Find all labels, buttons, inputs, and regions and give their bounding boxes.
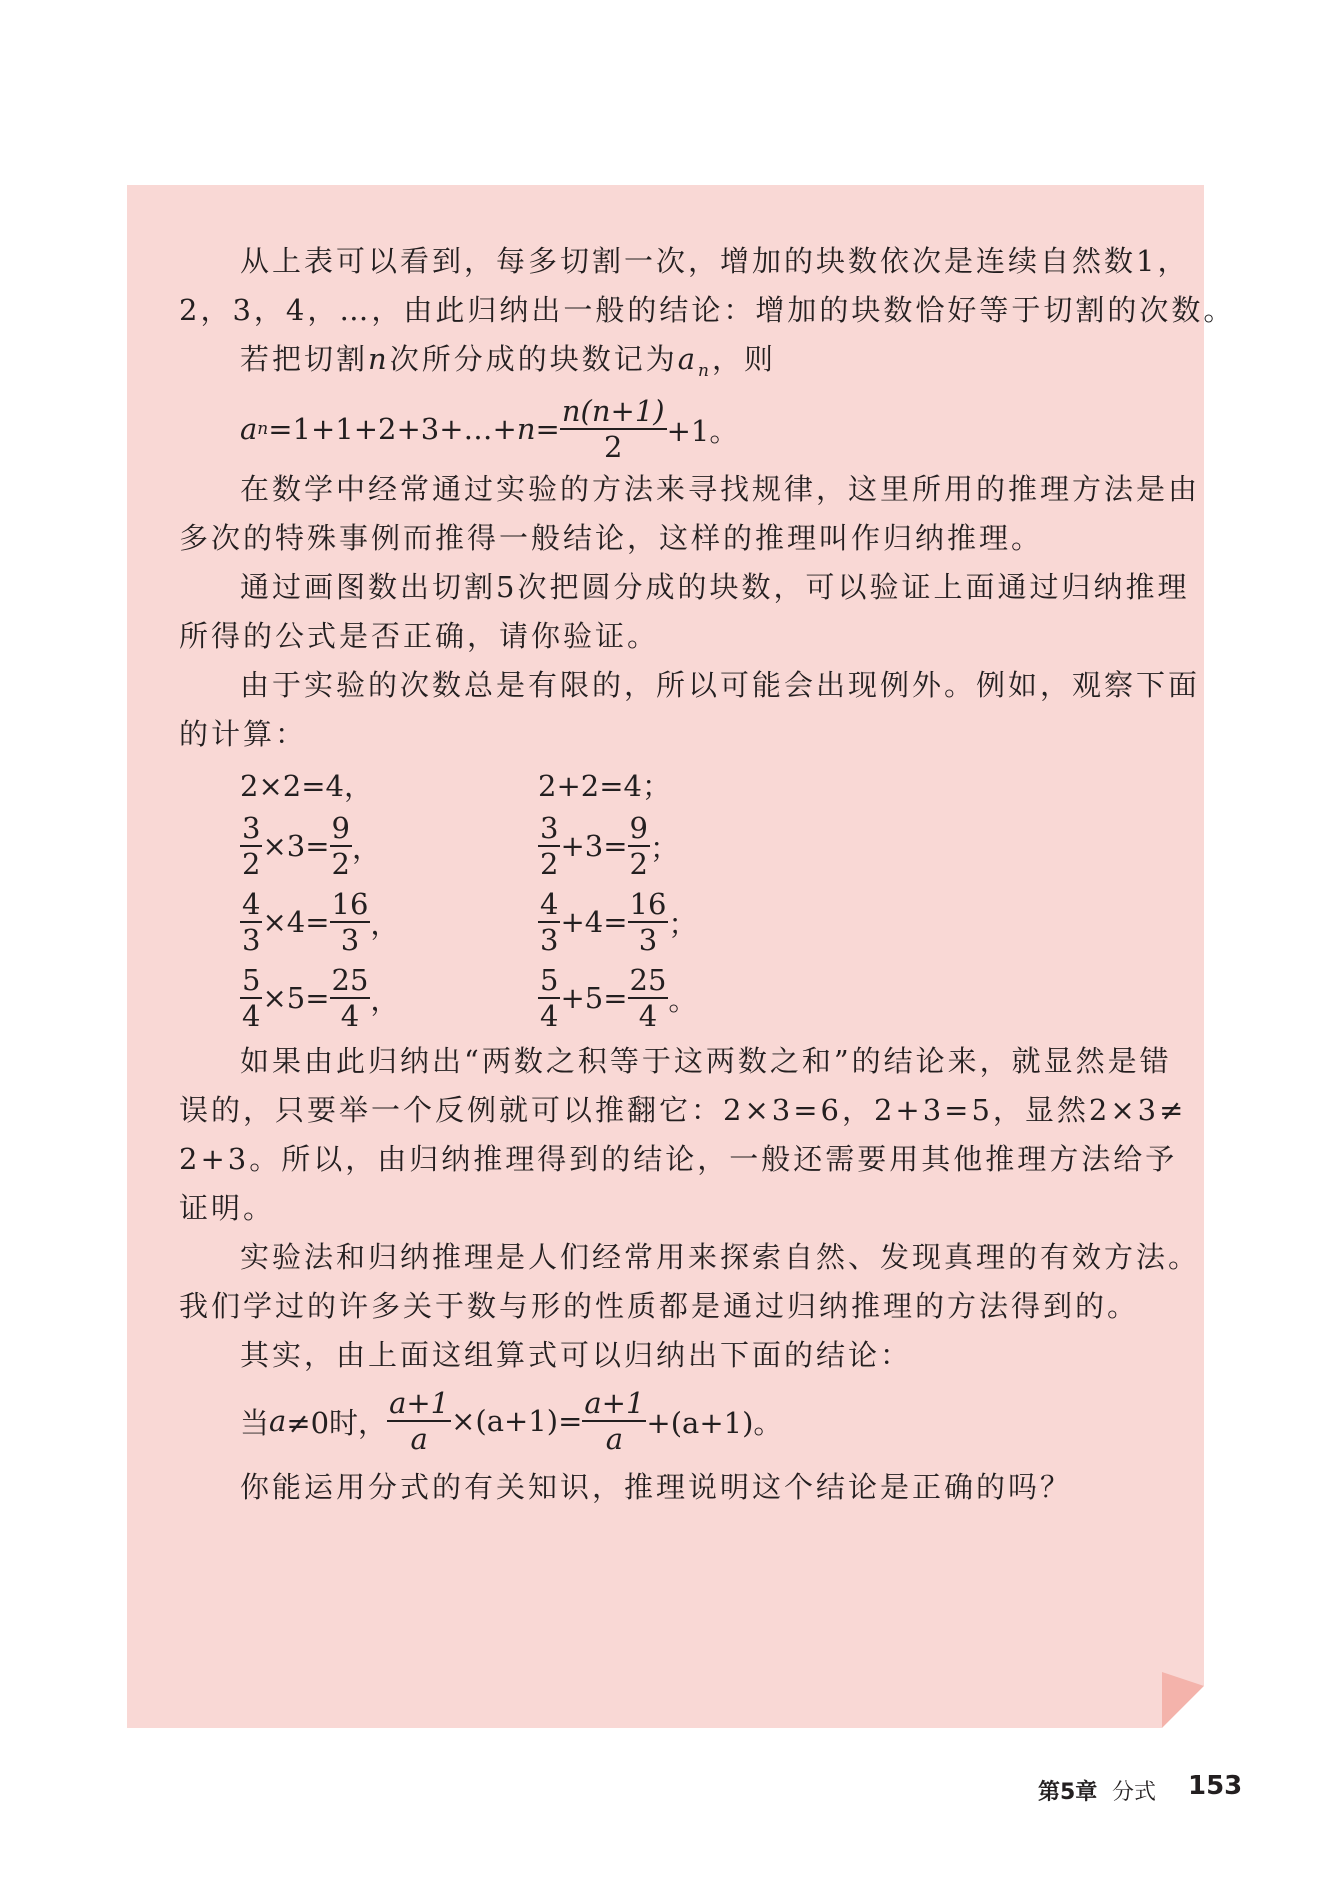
paragraph-8-line-1: 其实，由上面这组算式可以归纳出下面的结论：: [240, 1338, 913, 1372]
paragraph-6-line-2: 误的，只要举一个反例就可以推翻它：2×3=6，2+3=5，显然2×3≠: [179, 1093, 1187, 1127]
denominator: 2: [242, 847, 261, 881]
calc-row-4-left: [240, 962, 399, 1034]
operator: ×5=: [262, 981, 330, 1015]
fraction: [538, 811, 560, 881]
conclusion-var-a: a: [269, 1404, 287, 1438]
paragraph-5-line-1: 由于实验的次数总是有限的，所以可能会出现例外。例如，观察下面: [240, 668, 1201, 702]
conclusion-formula: [240, 1383, 782, 1459]
denominator: 4: [638, 999, 658, 1033]
p2-sub-n: n: [698, 361, 712, 381]
punctuation: 。: [668, 982, 698, 1017]
paragraph-4-line-2: 所得的公式是否正确，请你验证。: [179, 619, 660, 653]
numerator: 4: [242, 887, 261, 921]
calc-row-1-left: 2×2=4，: [240, 768, 373, 803]
paragraph-3-line-1: 在数学中经常通过实验的方法来寻找规律，这里所用的推理方法是由: [240, 472, 1201, 506]
p2-var-n: n: [368, 342, 390, 376]
paragraph-6-line-4: 证明。: [179, 1191, 276, 1225]
fraction: [628, 811, 650, 881]
formula-an-eq: =: [535, 412, 560, 446]
paragraph-6-line-3: 2+3。所以，由归纳推理得到的结论，一般还需要用其他推理方法给予: [179, 1142, 1178, 1176]
formula-an: [240, 388, 738, 470]
fraction: [538, 963, 560, 1033]
paragraph-5-line-2: 的计算：: [179, 717, 308, 751]
punctuation: ；: [668, 906, 698, 941]
numerator: 16: [331, 887, 369, 921]
denominator: 3: [340, 923, 360, 957]
numerator: 3: [242, 811, 261, 845]
fraction: [330, 963, 371, 1033]
fraction: [628, 887, 669, 957]
conclusion-tail: +(a+1)。: [646, 1405, 783, 1440]
calc-row-2-left: [240, 810, 381, 882]
conclusion-fraction-1: [387, 1386, 451, 1456]
denominator: a: [410, 1422, 428, 1456]
numerator: 25: [331, 963, 369, 997]
operator: ×3=: [262, 829, 330, 863]
conclusion-fraction-2: [582, 1386, 646, 1456]
paragraph-1-line-1: 从上表可以看到，每多切割一次，增加的块数依次是连续自然数1，: [240, 244, 1190, 278]
conclusion-condition: ≠0时，: [286, 1405, 388, 1440]
numerator: a+1: [389, 1386, 450, 1420]
fraction: [240, 887, 262, 957]
formula-an-sub: n: [257, 419, 269, 439]
fraction: [538, 887, 560, 957]
paragraph-3-line-2: 多次的特殊事例而推得一般结论，这样的推理叫作归纳推理。: [179, 521, 1044, 555]
numerator: 16: [629, 887, 667, 921]
denominator: 2: [629, 847, 648, 881]
denominator: 3: [242, 923, 261, 957]
denominator: 2: [331, 847, 350, 881]
paragraph-2: [240, 339, 776, 391]
operator: +4=: [560, 905, 628, 939]
denominator: 3: [638, 923, 658, 957]
footer-chapter-title: 分式: [1112, 1780, 1157, 1805]
denominator: 2: [540, 847, 559, 881]
punctuation: ，: [370, 982, 400, 1017]
punctuation: ；: [649, 830, 679, 865]
formula-an-tail: +1。: [666, 413, 739, 448]
p2-var-a: a: [677, 342, 699, 376]
fraction: [330, 887, 371, 957]
numerator: 9: [331, 811, 350, 845]
conclusion-prefix: 当: [240, 1405, 270, 1440]
calc-row-1-right: 2+2=4；: [538, 768, 671, 803]
denominator: 4: [540, 999, 559, 1033]
fraction: [240, 963, 262, 1033]
paragraph-9-line-1: 你能运用分式的有关知识，推理说明这个结论是正确的吗？: [240, 1470, 1073, 1504]
numerator: a+1: [584, 1386, 645, 1420]
formula-an-lhs: =1+1+2+3+…+: [268, 412, 517, 446]
fraction: [240, 811, 262, 881]
p2-text-b: 次所分成的块数记为: [389, 342, 678, 376]
operator: +5=: [560, 981, 628, 1015]
paragraph-7-line-2: 我们学过的许多关于数与形的性质都是通过归纳推理的方法得到的。: [179, 1289, 1140, 1323]
calc-row-2-right: [538, 810, 679, 882]
conclusion-middle: ×(a+1)=: [451, 1404, 583, 1438]
p2-text-a: 若把切割: [240, 342, 369, 376]
numerator: 3: [540, 811, 559, 845]
numerator: 5: [540, 963, 559, 997]
formula-an-numerator: n(n+1): [561, 394, 665, 428]
denominator: a: [605, 1422, 624, 1456]
denominator: 4: [242, 999, 261, 1033]
formula-an-a: a: [240, 412, 258, 446]
calc-row-3-left: [240, 886, 399, 958]
denominator: 4: [340, 999, 360, 1033]
footer-chapter: 第5章: [1038, 1780, 1098, 1805]
calc-row-4-right: [538, 962, 697, 1034]
formula-an-fraction: [560, 394, 667, 464]
denominator: 3: [540, 923, 559, 957]
numerator: 4: [540, 887, 559, 921]
p2-text-c: ，则: [711, 342, 776, 376]
numerator: 9: [629, 811, 648, 845]
formula-an-n: n: [516, 412, 536, 446]
fraction: [628, 963, 669, 1033]
paragraph-4-line-1: 通过画图数出切割5次把圆分成的块数，可以验证上面通过归纳推理: [240, 570, 1190, 604]
numerator: 5: [242, 963, 261, 997]
page-curl-corner: [1162, 1672, 1204, 1728]
fraction: [330, 811, 352, 881]
numerator: 25: [629, 963, 667, 997]
formula-an-denominator: 2: [604, 430, 623, 464]
paragraph-6-line-1: 如果由此归纳出“两数之积等于这两数之和”的结论来，就显然是错: [240, 1044, 1172, 1078]
calc-row-3-right: [538, 886, 697, 958]
operator: +3=: [560, 829, 628, 863]
paragraph-1-line-2: 2，3，4，…，由此归纳出一般的结论：增加的块数恰好等于切割的次数。: [179, 293, 1236, 327]
page-number: 153: [1188, 1771, 1243, 1801]
paragraph-7-line-1: 实验法和归纳推理是人们经常用来探索自然、发现真理的有效方法。: [240, 1240, 1201, 1274]
operator: ×4=: [262, 905, 330, 939]
punctuation: ，: [370, 906, 400, 941]
punctuation: ，: [351, 830, 381, 865]
